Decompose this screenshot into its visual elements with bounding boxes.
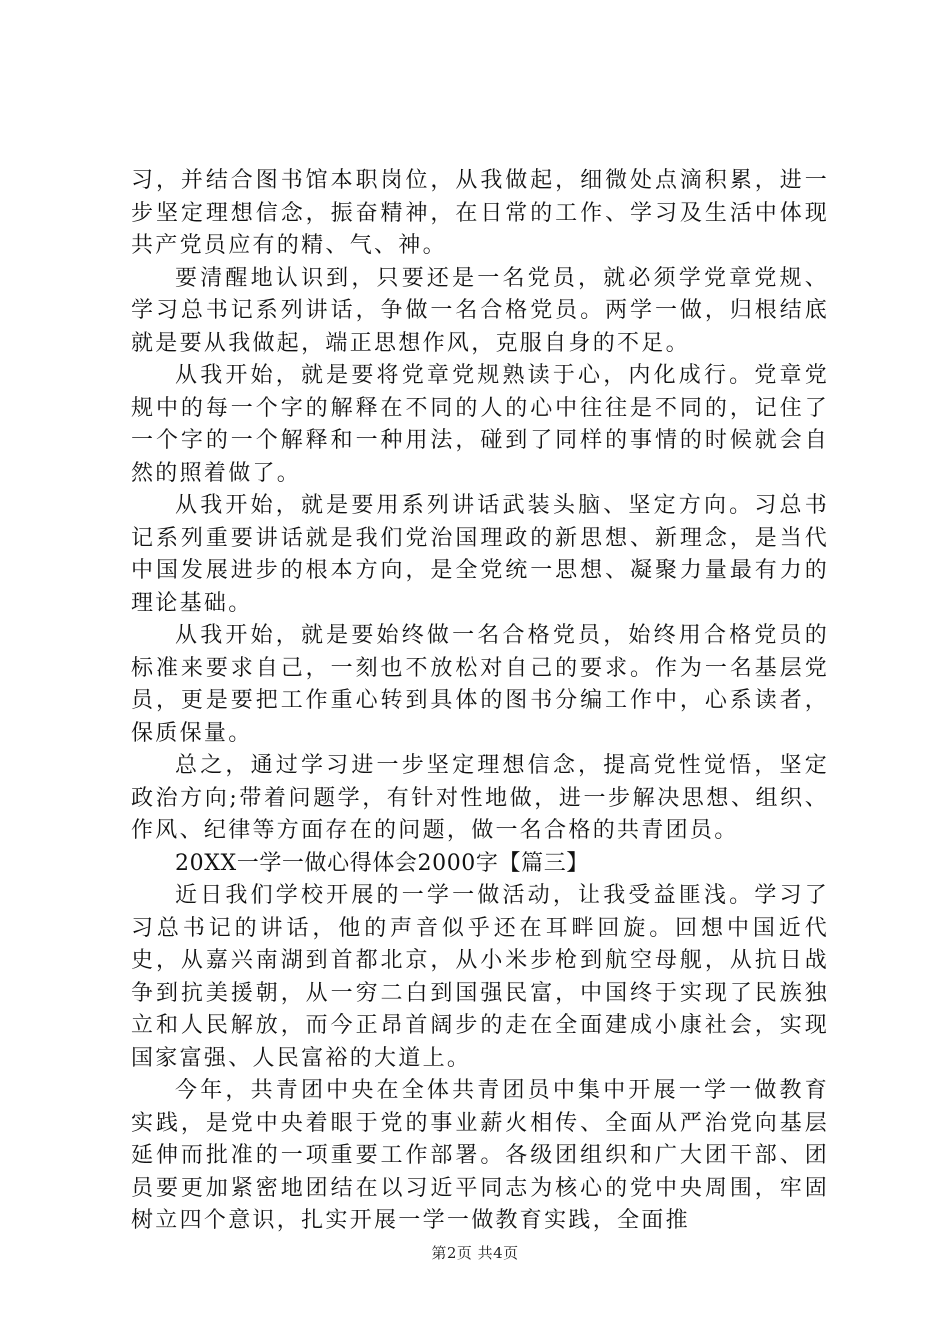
section-heading: 20XX一学一做心得体会2000字【篇三】 [175,850,589,876]
document-body [131,165,829,1238]
paragraph: 近日我们学校开展的一学一做活动，让我受益匪浅。学习了习总书记的讲话，他的声音似乎还在耳畔回旋。回想中国近代史，从嘉兴南湖到首都北京，从小米步枪到航空母舰，从抗日战争到抗美援朝，从一穷二白到国强民富，中国终于实现了民族独立和人民解放，而今正昂首阔步的走在全面建成小康社会，实现国家富强、人民富裕的大道上。 [131,883,829,1071]
paragraph: 今年，共青团中央在全体共青团员中集中开展一学一做教育实践，是党中央着眼于党的事业薪火相传、全面从严治党向基层延伸而批准的一项重要工作部署。各级团组织和广大团干部、团员要更加紧密地团结在以习近平同志为核心的党中央周围，牢固树立四个意识，扎实开展一学一做教育实践，全面推 [131,1078,829,1233]
paragraph: 从我开始，就是要始终做一名合格党员，始终用合格党员的标准来要求自己，一刻也不放松对自己的要求。作为一名基层党员，更是要把工作重心转到具体的图书分编工作中，心系读者，保质保量。 [131,623,829,746]
paragraph: 总之，通过学习进一步坚定理想信念，提高党性觉悟，坚定政治方向;带着问题学，有针对性地做，进一步解决思想、组织、作风、纪律等方面存在的问题，做一名合格的共青团员。 [131,753,829,843]
paragraph-continuation: 习，并结合图书馆本职岗位，从我做起，细微处点滴积累，进一步坚定理想信念，振奋精神，在日常的工作、学习及生活中体现共产党员应有的精、气、神。 [131,168,829,258]
page-number-footer: 第2页 共4页 [431,1244,519,1262]
paragraph: 从我开始，就是要将党章党规熟读于心，内化成行。党章党规中的每一个字的解释在不同的人的心中往往是不同的，记住了一个字的一个解释和一种用法，碰到了同样的事情的时候就会自然的照着做了。 [131,363,829,486]
paragraph: 从我开始，就是要用系列讲话武装头脑、坚定方向。习总书记系列重要讲话就是我们党治国理政的新思想、新理念，是当代中国发展进步的根本方向，是全党统一思想、凝聚力量最有力的理论基础。 [131,493,829,616]
paragraph: 要清醒地认识到，只要还是一名党员，就必须学党章党规、学习总书记系列讲话，争做一名合格党员。两学一做，归根结底就是要从我做起，端正思想作风，克服自身的不足。 [131,265,829,356]
